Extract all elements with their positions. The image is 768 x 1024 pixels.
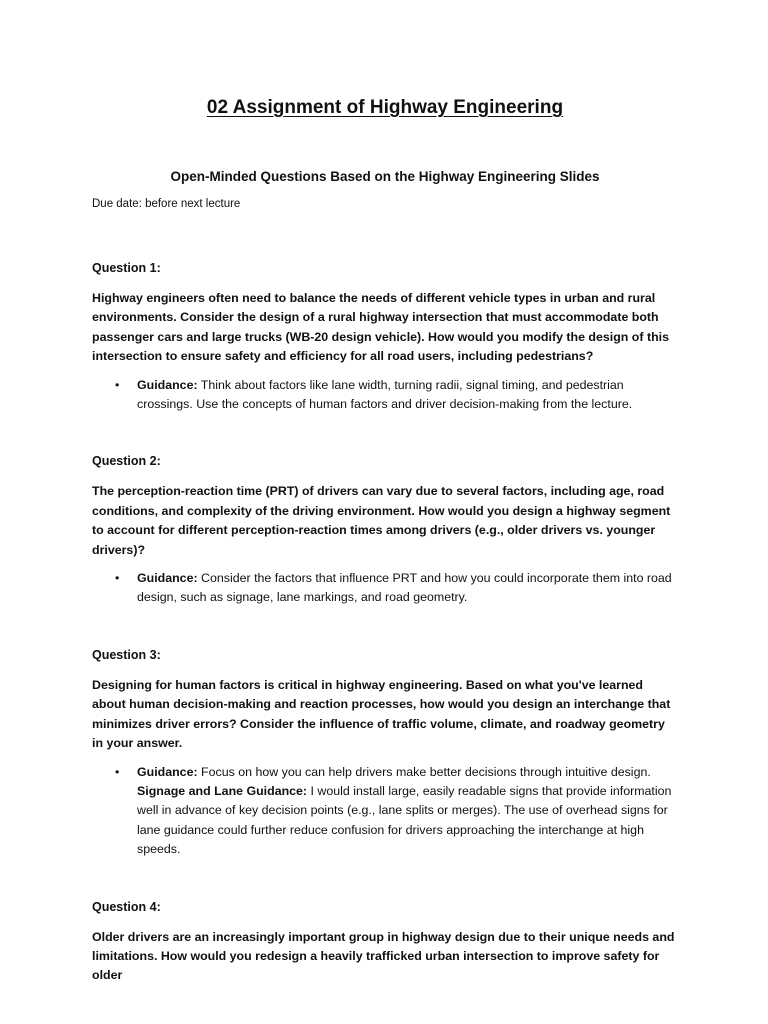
question-1-heading: Question 1: (92, 261, 161, 275)
question-3-guidance-list (92, 754, 678, 860)
bullet-icon: • (115, 764, 120, 779)
guidance-label: Guidance: (137, 571, 198, 586)
question-1-guidance (92, 376, 678, 415)
document-subtitle: Open-Minded Questions Based on the Highway Engineering Slides (170, 169, 600, 184)
question-2-heading: Question 2: (92, 454, 161, 469)
question-3-guidance (92, 763, 678, 860)
question-1-guidance-list (92, 367, 678, 415)
guidance-text: Consider the factors that influence PRT and how you could incorporate them into road design, such as signage, lane markings, and road geometry. (137, 571, 672, 605)
question-1-body: Highway engineers often need to balance the needs of different vehicle types in urban and rural environments. Consider the design of a rural highway intersection that must accommodate both passenger cars and large trucks (WB-20 design vehicle). How would you modify the design of this intersection to ensure safety and efficiency for all road users, including pedestrians? (92, 291, 669, 364)
due-date: Due date: before next lecture (92, 198, 241, 210)
question-3-body: Designing for human factors is critical in highway engineering. Based on what you've learned about human decision-making and reaction processes, how would you design an interchange that minimizes driver errors? Consider the influence of traffic volume, climate, and roadway geometry in your answer. (92, 677, 671, 751)
guidance-text: Think about factors like lane width, turning radii, signal timing, and pedestrian crossings. Use the concepts of human factors and driver decision-making from the lecture. (137, 377, 633, 412)
question-2-guidance-list (92, 560, 678, 608)
question-4-body: Older drivers are an increasingly important group in highway design due to their unique needs and limitations. How would you redesign a heavily trafficked urban intersection to improve safety for older (92, 929, 675, 983)
question-2 (92, 414, 678, 607)
guidance-label: Guidance: (137, 377, 198, 392)
question-3 (92, 608, 678, 860)
question-3-heading: Question 3: (92, 647, 161, 662)
question-4 (92, 860, 678, 986)
document-title: 02 Assignment of Highway Engineering (206, 97, 564, 118)
bullet-icon: • (115, 377, 120, 392)
bullet-icon: • (115, 571, 120, 586)
answer-label: Signage and Lane Guidance: (137, 783, 308, 798)
guidance-text: Focus on how you can help drivers make better decisions through intuitive design. (197, 764, 651, 779)
question-2-guidance (92, 569, 678, 608)
guidance-label: Guidance: (137, 764, 198, 779)
answer-text: I would install large, easily readable signs that provide information well in advance of key decision points (e.g., lane splits or merges). The use of overhead signs for lane guidance could further reduce confusion for drivers approaching the interchange at high speeds. (137, 783, 672, 857)
question-4-heading: Question 4: (92, 899, 161, 914)
question-1 (92, 213, 678, 414)
question-2-body: The perception-reaction time (PRT) of drivers can vary due to several factors, including age, road conditions, and complexity of the driving environment. How would you design a highway segment to account for different perception-reaction times among drivers (e.g., older drivers vs. younger drivers)? (92, 484, 671, 557)
